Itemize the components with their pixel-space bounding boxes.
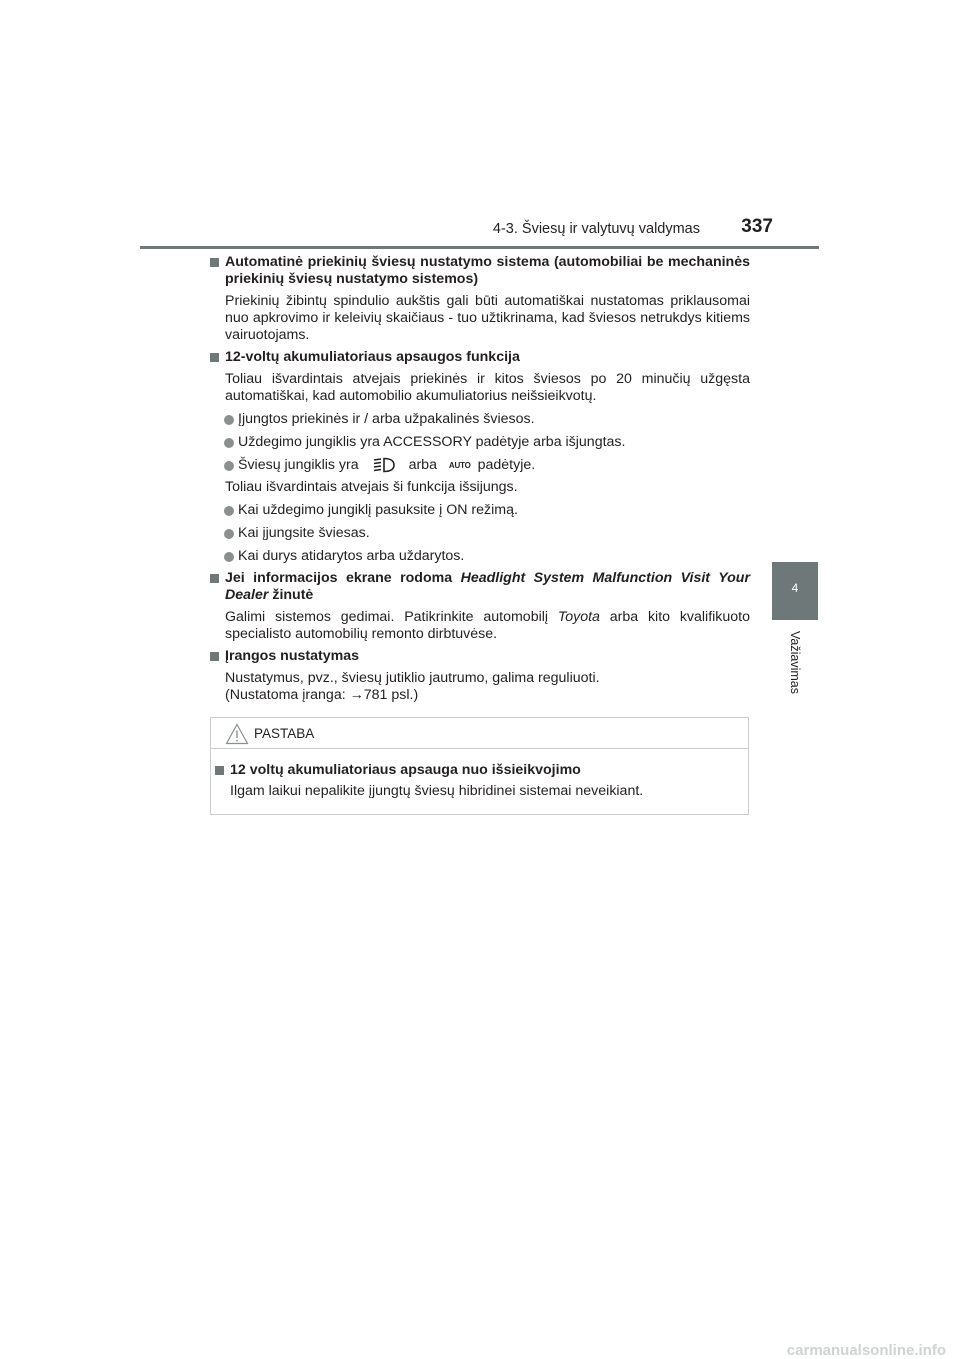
list-item-text: Įjungtos priekinės ir / arba užpakalinės šviesos. xyxy=(238,411,535,427)
section-heading-text: 12-voltų akumuliatoriaus apsaugos funkcija xyxy=(225,349,520,365)
section-heading xyxy=(210,254,750,288)
paragraph xyxy=(210,609,750,643)
square-bullet-icon xyxy=(210,258,219,267)
list-item-text: Kai durys atidarytos arba uždarytos. xyxy=(238,548,465,564)
section-heading-text: žinutė xyxy=(272,587,314,603)
section-heading xyxy=(210,648,750,665)
note-title: PASTABA xyxy=(254,726,315,741)
auto-mode-icon: AUTO xyxy=(448,461,471,470)
paragraph: Toliau išvardintais atvejais priekinės ir kitos šviesos po 20 minučių užgęsta automatiškai, kad automobilio akumuliatorius neišsieikvotų. xyxy=(225,371,750,404)
warning-icon xyxy=(225,723,249,745)
footer xyxy=(0,1342,960,1358)
note-box xyxy=(210,717,749,815)
round-bullet-icon xyxy=(224,552,234,562)
chapter-label-container xyxy=(778,631,812,711)
section-heading-text: Įrangos nustatymas xyxy=(225,648,360,664)
list-item xyxy=(210,525,750,542)
paragraph-text: arba kito kvalifikuoto specialisto automobilių remonto dirbtuvėse. xyxy=(225,609,751,642)
list-item-text: Kai įjungsite šviesas. xyxy=(238,525,370,541)
section-heading-text: Automatinė priekinių šviesų nustatymo sistema (automobiliai be mechaninės priekinių šviesų nustatymo sistemos) xyxy=(225,254,750,287)
arrow-icon: → xyxy=(349,687,364,703)
list-item-text: Kai uždegimo jungiklį pasuksite į ON režimą. xyxy=(238,502,518,518)
list-item-text: Uždegimo jungiklis yra ACCESSORY padėtyje arba išjungtas. xyxy=(238,434,626,450)
list-item-text: padėtyje. xyxy=(477,457,536,473)
section-heading xyxy=(210,349,750,366)
page-number: 337 xyxy=(741,216,773,237)
round-bullet-icon xyxy=(224,529,234,539)
note-header xyxy=(211,718,748,749)
section-title: 4-3. Šviesų ir valytuvų valdymas xyxy=(492,221,700,237)
reference-page: 781 psl.) xyxy=(363,687,419,703)
note-heading xyxy=(215,762,740,779)
main-content xyxy=(210,254,750,704)
page-header xyxy=(140,212,819,249)
round-bullet-icon xyxy=(224,461,234,471)
reference-text: (Nustatoma įranga: xyxy=(225,687,350,703)
list-item xyxy=(210,434,750,451)
section-heading-text: Jei informacijos ekrane rodoma xyxy=(225,570,453,586)
paragraph: Toliau išvardintais atvejais ši funkcija išsijungs. xyxy=(225,479,518,495)
square-bullet-icon xyxy=(210,574,219,583)
message-text: Headlight System Malfunction Visit Your Dealer xyxy=(225,570,750,603)
list-item-text: arba xyxy=(408,457,437,473)
round-bullet-icon xyxy=(224,438,234,448)
chapter-tab[interactable] xyxy=(772,562,818,620)
square-bullet-icon xyxy=(210,353,219,362)
page-reference[interactable] xyxy=(225,687,750,704)
chapter-label: Važiavimas xyxy=(788,631,802,694)
round-bullet-icon xyxy=(224,506,234,516)
square-bullet-icon xyxy=(215,766,224,775)
list-item-text: Šviesų jungiklis yra xyxy=(238,457,359,473)
paragraph: Priekinių žibintų spindulio aukštis gali būti automatiškai nustatomas priklausomai nuo apkrovimo ir keleivių skaičiaus - tuo užtikrinama, kad šviesos netrukdys kitiems vairuotojams. xyxy=(225,293,750,343)
square-bullet-icon xyxy=(210,652,219,661)
list-item xyxy=(210,502,750,519)
chapter-number: 4 xyxy=(791,581,799,595)
paragraph-text: Galimi sistemos gedimai. Patikrinkite automobilį xyxy=(225,609,549,625)
paragraph-text: Nustatymus, pvz., šviesų jutiklio jautrumo, galima reguliuoti. xyxy=(225,670,600,686)
note-text: Ilgam laikui nepalikite įjungtų šviesų hibridinei sistemai neveikiant. xyxy=(230,783,644,799)
headlight-icon xyxy=(373,457,395,473)
round-bullet-icon xyxy=(224,415,234,425)
list-item xyxy=(210,411,750,428)
paragraph xyxy=(210,670,750,704)
list-item xyxy=(210,457,750,474)
note-body xyxy=(215,762,740,800)
note-heading-text: 12 voltų akumuliatoriaus apsauga nuo išsieikvojimo xyxy=(230,762,581,778)
list-item xyxy=(210,548,750,565)
watermark-text: carmanualsonline.info xyxy=(786,1342,946,1359)
brand-name: Toyota xyxy=(557,609,600,625)
section-heading xyxy=(210,570,750,604)
